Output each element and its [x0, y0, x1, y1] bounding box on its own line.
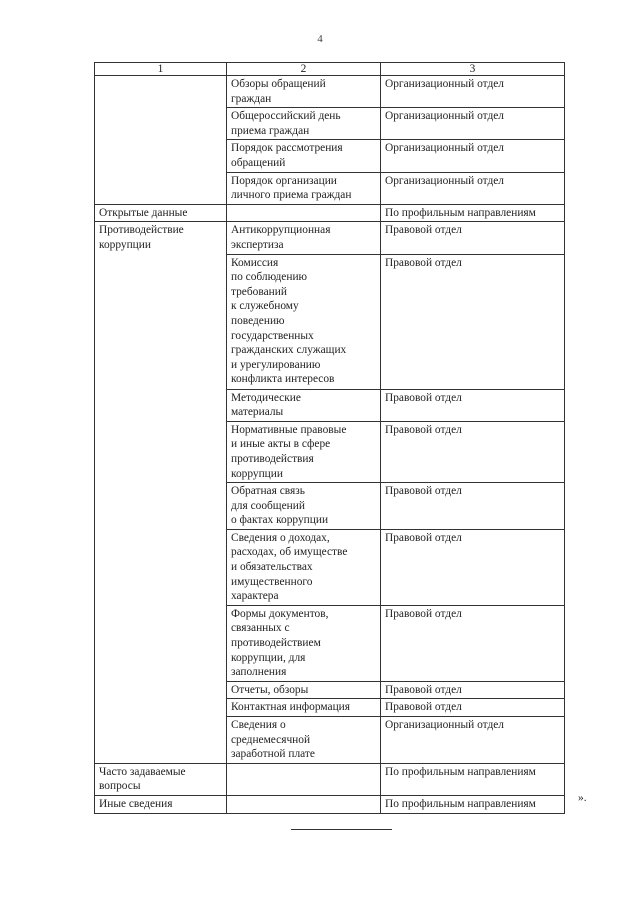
table-cell-subsection: Нормативные правовые и иные акты в сфере противодействия коррупции: [227, 421, 381, 482]
table-cell-subsection: Комиссия по соблюдению требований к служебному поведению государственных гражданских служащих и урегулированию конфликта интересов: [227, 254, 381, 389]
table-cell-section: Открытые данные: [95, 204, 227, 222]
table-cell-department: Правовой отдел: [381, 483, 565, 530]
table-cell-subsection: Методические материалы: [227, 389, 381, 421]
table-cell-department: Правовой отдел: [381, 529, 565, 605]
table-cell-department: Правовой отдел: [381, 222, 565, 254]
table-cell-department: Правовой отдел: [381, 605, 565, 681]
table-cell-section: [95, 76, 227, 205]
table-cell-subsection: Формы документов, связанных с противодействием коррупции, для заполнения: [227, 605, 381, 681]
table-cell-department: Организационный отдел: [381, 717, 565, 764]
table-cell-department: Правовой отдел: [381, 389, 565, 421]
table-cell-subsection: Отчеты, обзоры: [227, 681, 381, 699]
table-cell-department: Правовой отдел: [381, 699, 565, 717]
table-cell-department: Правовой отдел: [381, 421, 565, 482]
table-cell-subsection: Контактная информация: [227, 699, 381, 717]
table-cell-department: По профильным направлениям: [381, 763, 565, 795]
table-cell-department: Правовой отдел: [381, 681, 565, 699]
table-cell-subsection: Обратная связь для сообщений о фактах коррупции: [227, 483, 381, 530]
page-number: 4: [317, 33, 323, 45]
table-row: [95, 76, 565, 108]
column-header-2: 2: [227, 63, 381, 76]
table-cell-department: Организационный отдел: [381, 76, 565, 108]
table-row: [95, 204, 565, 222]
table-cell-subsection: Обзоры обращений граждан: [227, 76, 381, 108]
table-cell-department: Организационный отдел: [381, 172, 565, 204]
document-table: [94, 62, 565, 814]
table-row: [95, 795, 565, 813]
column-header-3: 3: [381, 63, 565, 76]
end-divider-line: [291, 829, 392, 830]
table-cell-department: По профильным направлениям: [381, 204, 565, 222]
table-cell-department: Правовой отдел: [381, 254, 565, 389]
table-row: [95, 222, 565, 254]
table-cell-section: Противодействие коррупции: [95, 222, 227, 763]
table-row: [95, 763, 565, 795]
table-cell-subsection: [227, 795, 381, 813]
table-cell-subsection: Общероссийский день приема граждан: [227, 108, 381, 140]
table-cell-subsection: Сведения о среднемесячной заработной плате: [227, 717, 381, 764]
table-cell-section: Иные сведения: [95, 795, 227, 813]
table-cell-subsection: Порядок рассмотрения обращений: [227, 140, 381, 172]
table-cell-subsection: Порядок организации личного приема граждан: [227, 172, 381, 204]
column-header-1: 1: [95, 63, 227, 76]
table-cell-section: Часто задаваемые вопросы: [95, 763, 227, 795]
closing-quote-mark: ».: [578, 792, 587, 804]
table-cell-department: Организационный отдел: [381, 140, 565, 172]
table-cell-subsection: Сведения о доходах, расходах, об имуществе и обязательствах имущественного характера: [227, 529, 381, 605]
table-cell-department: По профильным направлениям: [381, 795, 565, 813]
table-cell-department: Организационный отдел: [381, 108, 565, 140]
table-cell-subsection: Антикоррупционная экспертиза: [227, 222, 381, 254]
table-header-row: [95, 63, 565, 76]
table-cell-subsection: [227, 204, 381, 222]
table-cell-subsection: [227, 763, 381, 795]
